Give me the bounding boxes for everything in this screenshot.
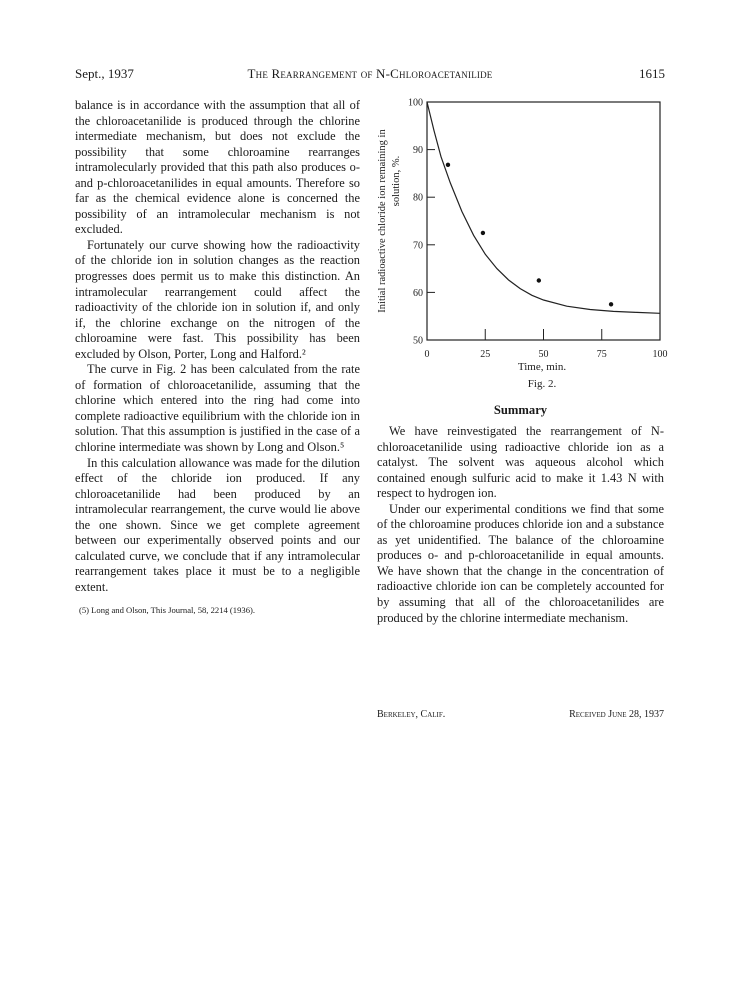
summary-paragraph: We have reinvestigated the rearrangement of N-chloroacetanilide using radioactive chloride ion as a catalyst. The solvent was aqueous alcohol which contained enough sulfuric acid to make it 1.43 N with respect to hydrogen ion. [377,424,664,501]
summary-body [377,424,664,626]
x-tick-label: 0 [424,349,430,360]
figure-2-chart [370,96,670,396]
received-date: Received June 28, 1937 [569,709,664,720]
y-axis-label: solution, %. [391,155,402,207]
location: Berkeley, Calif. [377,709,446,720]
y-tick-label: 50 [413,335,423,347]
observed-point [446,163,450,167]
paragraph: In this calculation allowance was made for the dilution effect of the chloride ion produced. If any chloroacetanilide had been produced by an intramolecular rearrangement, the curve would lie above the one shown. Since we get complete agreement between our experimentally observed points and our calculated curve, we conclude that if any intramolecular rearrangement takes place it must be to a negligible extent. [75,455,360,594]
y-tick-label: 100 [408,97,423,109]
figure-caption: Fig. 2. [527,378,557,390]
paragraph: Fortunately our curve showing how the radioactivity of the chloride ion in solution changes as the reaction progresses does permit us to make this distinction. An intramolecular rearrangement could affect the radioactivity of the chloride ion in solution if, and only if, the chlorine exchange on the nitrogen of the chloroamine were fast. This possibility has been excluded by Olson, Porter, Long and Halford.² [75,237,360,361]
left-column [75,98,360,616]
calculated-curve [427,102,660,313]
observed-point [609,302,613,306]
page-number: 1615 [639,66,665,81]
y-tick-label: 80 [413,192,423,204]
running-title: The Rearrangement of N-Chloroacetanilide [247,66,493,81]
issue-date: Sept., 1937 [75,66,134,81]
running-header [75,66,665,84]
plot-frame [427,102,660,340]
paragraph: The curve in Fig. 2 has been calculated from the rate of formation of chloroacetanilide, assuming that the chlorine which entered into the ring had come into complete radioactive equilibrium with the chloride ion in solution. That this assumption is justified in the case of a chlorine intermediate was shown by Long and Olson.⁵ [75,362,360,455]
y-tick-label: 60 [413,287,423,299]
x-tick-label: 75 [596,349,607,360]
x-tick-label: 100 [652,349,668,360]
observed-point [537,278,541,282]
observed-point [481,231,485,235]
footnote: (5) Long and Olson, This Journal, 58, 2214 (1936). [79,604,255,615]
x-tick-label: 25 [480,349,491,360]
y-tick-label: 70 [413,240,423,252]
summary-heading: Summary [493,403,548,417]
summary-paragraph: Under our experimental conditions we find that some of the chloroamine produces chloride ion and a substance as yet unidentified. The balance of the chloroamine produces o- and p-chloroacetanilide in equal amounts. We have shown that the change in the concentration of radioactive chloride ion can be completely accounted for by assuming that all of the chloroacetanilides are produced by the chlorine intermediate mechanism. [377,501,664,625]
x-tick-label: 50 [538,349,549,360]
paragraph: balance is in accordance with the assumption that all of the chloroacetanilide is produced through the chlorine intermediate mechanism, but does not exclude the possibility that some chloroamine rearranges intramolecularly provided that this path also produces o- and p-chloroacetanilides in equal amounts. Therefore so far as the chemical evidence alone is concerned the possibility of an intramolecular mechanism is not excluded. [75,98,360,237]
affiliation-row [377,709,664,723]
x-axis-label: Time, min. [517,361,567,373]
y-axis-label: Initial radioactive chloride ion remaining in [377,129,388,313]
y-tick-label: 90 [413,145,423,157]
